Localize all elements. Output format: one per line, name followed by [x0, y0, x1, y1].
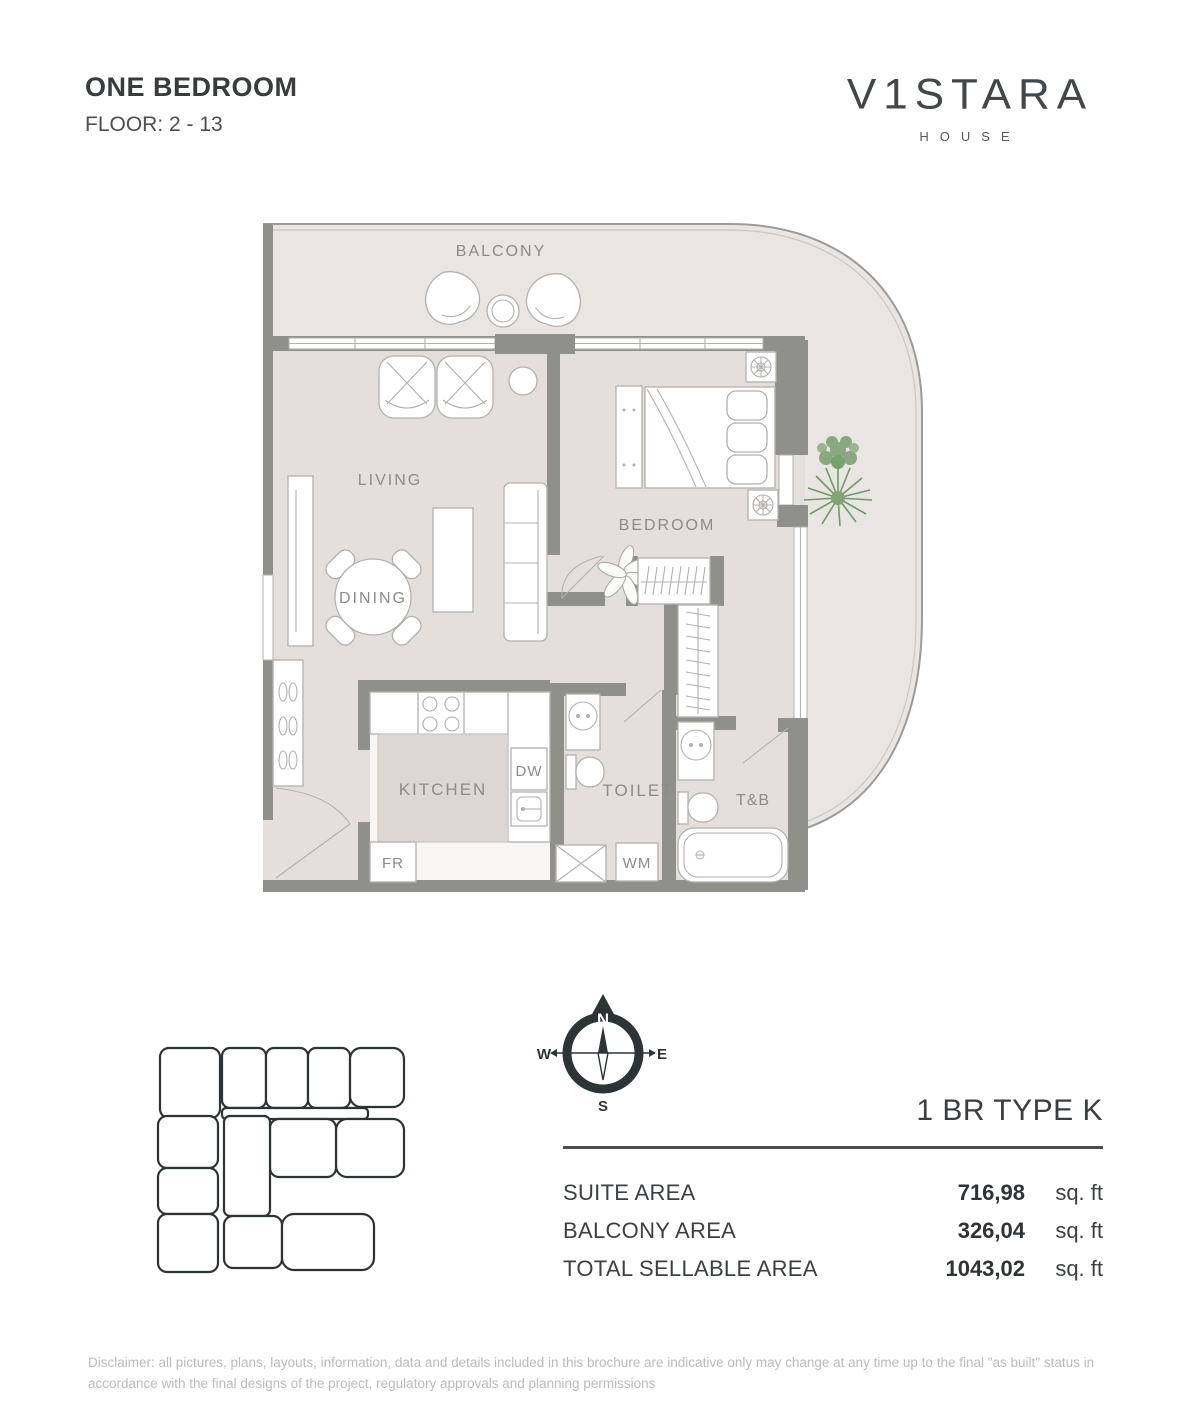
- brand-logo-name: V1STARA: [846, 71, 1094, 119]
- area-table: [563, 1180, 1103, 1294]
- tb-label: T&B: [735, 792, 771, 809]
- floor-range: FLOOR: 2 - 13: [85, 113, 223, 136]
- unit-type-title: 1 BR TYPE K: [916, 1094, 1103, 1127]
- toilet-label: TOILET: [602, 781, 674, 800]
- area-value: 716,98: [957, 1180, 1025, 1205]
- compass-w: W: [536, 1046, 552, 1063]
- area-label: BALCONY AREA: [563, 1218, 737, 1243]
- dining-label: DINING: [339, 590, 407, 607]
- compass-e: E: [656, 1046, 668, 1063]
- divider-line: [563, 1146, 1103, 1149]
- balcony-label: BALCONY: [455, 243, 547, 260]
- compass-n: N: [596, 1010, 610, 1029]
- area-value: 326,04: [957, 1218, 1025, 1243]
- bedroom-label: BEDROOM: [618, 517, 716, 534]
- dw-label: DW: [515, 763, 543, 780]
- area-label: SUITE AREA: [563, 1180, 696, 1205]
- disclaimer-text: Disclaimer: all pictures, plans, layouts, information, data and details included in this brochure are indicative only may change at any time up to the final "as built" status in accordance with the final designs of the project, regulatory approvals and planning permissions: [88, 1354, 1095, 1391]
- wm-label: WM: [622, 855, 652, 872]
- table-row: [563, 1180, 1103, 1206]
- table-row: [563, 1256, 1103, 1282]
- area-unit: sq. ft: [1055, 1180, 1103, 1205]
- compass-s: S: [597, 1098, 609, 1115]
- page-title: ONE BEDROOM: [85, 72, 298, 102]
- area-value: 1043,02: [945, 1256, 1025, 1281]
- area-unit: sq. ft: [1055, 1256, 1103, 1281]
- area-label: TOTAL SELLABLE AREA: [563, 1256, 818, 1281]
- living-label: LIVING: [357, 472, 423, 489]
- fr-label: FR: [382, 855, 404, 872]
- kitchen-label: KITCHEN: [398, 780, 488, 799]
- brand-logo-sub: HOUSE: [919, 129, 1021, 144]
- area-unit: sq. ft: [1055, 1218, 1103, 1243]
- table-row: [563, 1218, 1103, 1244]
